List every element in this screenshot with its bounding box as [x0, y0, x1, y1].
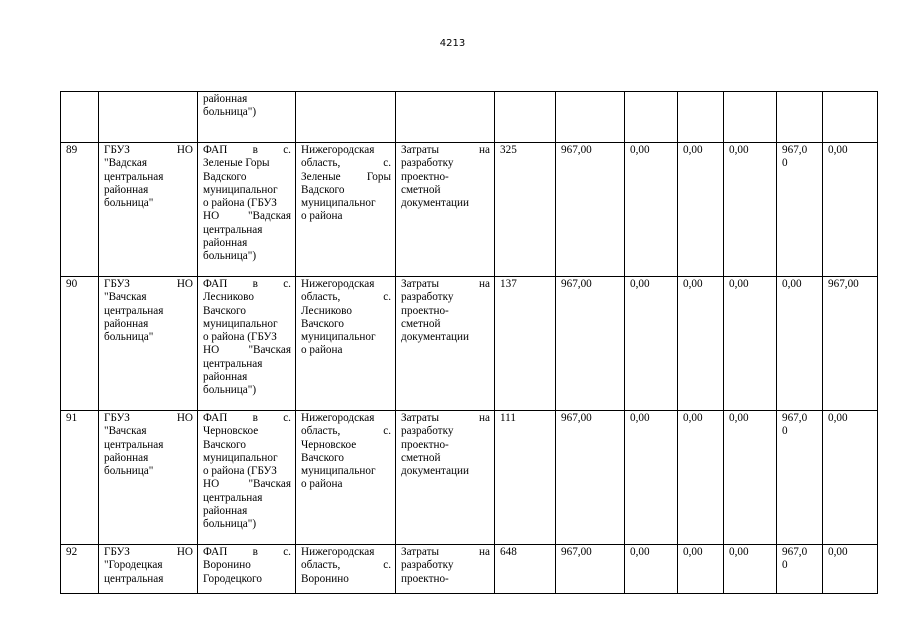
- cell-total: 967,00: [556, 545, 625, 594]
- cell-text: в: [252, 412, 258, 424]
- cell-text: Нижегородская: [301, 412, 375, 424]
- cell-text: область,: [301, 425, 341, 438]
- cell-text: больница"): [203, 518, 257, 531]
- cell-value: 967,00: [823, 277, 878, 411]
- cell-text: Затраты: [401, 278, 439, 290]
- cell-text: 0: [782, 559, 788, 572]
- cell-text: на: [479, 278, 490, 290]
- cell-text: районная: [203, 371, 248, 384]
- cell-text: с.: [383, 559, 391, 572]
- cell-text: Вачского: [301, 317, 344, 330]
- cell-text: сметной: [401, 451, 441, 464]
- cell-code: 137: [495, 277, 556, 411]
- cell-value: 0,00: [625, 411, 678, 545]
- cell-value: 0,00: [625, 545, 678, 594]
- cell-text: "Вадская: [247, 210, 291, 223]
- cell-text: 967,0: [782, 546, 808, 558]
- cell-text: на: [479, 144, 490, 156]
- cell-value: 0,00: [625, 277, 678, 411]
- cell-value: 0,00: [724, 545, 777, 594]
- cell-num: 92: [61, 545, 99, 594]
- cell-facility: [198, 545, 296, 594]
- cell-value: [724, 92, 777, 143]
- cell-text: центральная: [203, 491, 263, 504]
- cell-total: [556, 92, 625, 143]
- cell-text: на: [479, 412, 490, 424]
- cell-facility: [198, 411, 296, 545]
- cell-text: документации: [401, 331, 469, 344]
- table-row: [61, 411, 878, 545]
- cell-org: [99, 277, 198, 411]
- cell-text: районная: [203, 93, 248, 105]
- cell-value: [625, 92, 678, 143]
- cell-code: 648: [495, 545, 556, 594]
- cell-total: 967,00: [556, 411, 625, 545]
- cell-purpose: [396, 92, 495, 143]
- cell-text: центральная: [104, 572, 164, 585]
- cell-text: центральная: [104, 304, 164, 317]
- cell-value: 0,00: [823, 411, 878, 545]
- cell-text: "Вачская: [104, 291, 147, 304]
- cell-text: разработку: [401, 157, 454, 170]
- cell-text: больница": [104, 197, 154, 210]
- cell-text: Горы: [366, 170, 391, 183]
- cell-text: о района: [301, 210, 343, 223]
- cell-text: Вадского: [203, 170, 247, 183]
- cell-text: Черновское: [301, 438, 357, 451]
- cell-text: проектно-: [401, 304, 449, 317]
- cell-text: 0,00: [782, 278, 802, 290]
- cell-value: 0,00: [823, 143, 878, 277]
- cell-text: документации: [401, 197, 469, 210]
- cell-text: с.: [283, 144, 291, 156]
- cell-text: на: [479, 546, 490, 558]
- cell-text: в: [252, 546, 258, 558]
- cell-facility: [198, 277, 296, 411]
- cell-text: районная: [104, 317, 149, 330]
- cell-text: муниципальног: [203, 183, 278, 196]
- cell-text: центральная: [203, 357, 263, 370]
- cell-text: Вачского: [203, 438, 246, 451]
- cell-value: [777, 545, 823, 594]
- cell-num: [61, 92, 99, 143]
- cell-value: 0,00: [724, 411, 777, 545]
- cell-org: [99, 545, 198, 594]
- cell-text: НО: [203, 210, 220, 223]
- cell-text: районная: [104, 183, 149, 196]
- cell-text: ФАП: [203, 412, 228, 424]
- cell-value: 0,00: [724, 143, 777, 277]
- cell-text: 967,0: [782, 412, 808, 424]
- cell-text: Вадского: [301, 183, 345, 196]
- cell-text: проектно-: [401, 438, 449, 451]
- cell-text: Вачского: [203, 304, 246, 317]
- cell-text: в: [252, 278, 258, 290]
- cell-text: больница": [104, 465, 154, 478]
- page-number: 4213: [439, 38, 466, 49]
- cell-num: 89: [61, 143, 99, 277]
- cell-text: Нижегородская: [301, 144, 375, 156]
- cell-text: о района (ГБУЗ: [203, 197, 277, 210]
- cell-text: "Вачская: [104, 425, 147, 438]
- cell-text: муниципальног: [301, 197, 376, 210]
- cell-text: ФАП: [203, 144, 228, 156]
- cell-text: центральная: [203, 223, 263, 236]
- cell-value: [777, 411, 823, 545]
- cell-value: 0,00: [678, 143, 724, 277]
- cell-text: с.: [383, 291, 391, 304]
- data-table: [60, 91, 878, 594]
- cell-value: [777, 277, 823, 411]
- cell-text: Лесниково: [203, 291, 254, 304]
- cell-text: районная: [104, 451, 149, 464]
- cell-value: 0,00: [625, 143, 678, 277]
- cell-text: Нижегородская: [301, 278, 375, 290]
- cell-text: сметной: [401, 317, 441, 330]
- cell-purpose: [396, 277, 495, 411]
- cell-text: "Вадская: [104, 157, 148, 170]
- cell-facility: [198, 143, 296, 277]
- cell-purpose: [396, 411, 495, 545]
- cell-value: 0,00: [678, 545, 724, 594]
- cell-code: 325: [495, 143, 556, 277]
- cell-location: [296, 143, 396, 277]
- cell-text: НО: [176, 412, 193, 424]
- cell-org: [99, 411, 198, 545]
- cell-text: больница"): [203, 384, 257, 397]
- cell-text: муниципальног: [301, 465, 376, 478]
- cell-value: 0,00: [678, 277, 724, 411]
- cell-text: центральная: [104, 170, 164, 183]
- cell-code: 111: [495, 411, 556, 545]
- cell-text: область,: [301, 291, 341, 304]
- cell-text: Воронино: [203, 559, 251, 572]
- cell-text: НО: [176, 546, 193, 558]
- table-row-continuation: [61, 92, 878, 143]
- table-row: [61, 545, 878, 594]
- cell-text: Затраты: [401, 546, 439, 558]
- table-row: [61, 277, 878, 411]
- cell-text: сметной: [401, 183, 441, 196]
- cell-location: [296, 92, 396, 143]
- cell-text: Затраты: [401, 144, 439, 156]
- cell-text: Лесниково: [301, 304, 352, 317]
- cell-value: 0,00: [678, 411, 724, 545]
- cell-location: [296, 411, 396, 545]
- cell-text: Затраты: [401, 412, 439, 424]
- cell-text: с.: [383, 157, 391, 170]
- cell-text: Нижегородская: [301, 546, 375, 558]
- cell-text: больница"): [203, 250, 257, 263]
- cell-text: ФАП: [203, 278, 228, 290]
- cell-location: [296, 277, 396, 411]
- cell-org: [99, 92, 198, 143]
- cell-text: область,: [301, 559, 341, 572]
- cell-num: 91: [61, 411, 99, 545]
- cell-text: ГБУЗ: [104, 144, 130, 156]
- cell-text: Зеленые: [301, 170, 341, 183]
- cell-text: "Городецкая: [104, 559, 163, 572]
- cell-text: "Вачская: [248, 478, 291, 491]
- cell-num: 90: [61, 277, 99, 411]
- cell-text: разработку: [401, 291, 454, 304]
- table-row: [61, 143, 878, 277]
- cell-text: Городецкого: [203, 572, 262, 585]
- cell-text: о района: [301, 344, 343, 357]
- cell-text: о района: [301, 478, 343, 491]
- cell-text: 0: [782, 157, 788, 170]
- cell-location: [296, 545, 396, 594]
- cell-value: 0,00: [823, 545, 878, 594]
- cell-text: ГБУЗ: [104, 546, 130, 558]
- cell-purpose: [396, 143, 495, 277]
- cell-text: НО: [176, 144, 193, 156]
- cell-code: [495, 92, 556, 143]
- cell-text: разработку: [401, 425, 454, 438]
- cell-text: Вачского: [301, 451, 344, 464]
- cell-value: [777, 143, 823, 277]
- cell-text: о района (ГБУЗ: [203, 465, 277, 478]
- cell-purpose: [396, 545, 495, 594]
- cell-value: [777, 92, 823, 143]
- cell-text: ФАП: [203, 546, 228, 558]
- cell-text: муниципальног: [203, 317, 278, 330]
- cell-text: 0: [782, 425, 788, 438]
- cell-text: разработку: [401, 559, 454, 572]
- cell-text: проектно-: [401, 170, 449, 183]
- cell-text: ГБУЗ: [104, 412, 130, 424]
- cell-text: больница": [104, 331, 154, 344]
- cell-org: [99, 143, 198, 277]
- cell-facility: [198, 92, 296, 143]
- cell-text: районная: [203, 237, 248, 250]
- cell-text: 967,0: [782, 144, 808, 156]
- cell-text: с.: [283, 412, 291, 424]
- cell-text: НО: [203, 344, 220, 357]
- cell-text: о района (ГБУЗ: [203, 331, 277, 344]
- cell-value: 0,00: [724, 277, 777, 411]
- cell-text: районная: [203, 505, 248, 518]
- cell-text: документации: [401, 465, 469, 478]
- cell-text: муниципальног: [301, 331, 376, 344]
- cell-text: Воронино: [301, 572, 349, 585]
- cell-text: в: [252, 144, 258, 156]
- cell-total: 967,00: [556, 277, 625, 411]
- cell-text: Черновское: [203, 425, 259, 438]
- cell-value: [678, 92, 724, 143]
- cell-total: 967,00: [556, 143, 625, 277]
- cell-text: с.: [383, 425, 391, 438]
- cell-text: центральная: [104, 438, 164, 451]
- cell-text: Зеленые Горы: [203, 157, 270, 170]
- cell-text: с.: [283, 278, 291, 290]
- cell-text: проектно-: [401, 572, 449, 585]
- cell-text: с.: [283, 546, 291, 558]
- cell-text: область,: [301, 157, 341, 170]
- cell-text: НО: [203, 478, 220, 491]
- cell-text: "Вачская: [248, 344, 291, 357]
- cell-value: [823, 92, 878, 143]
- cell-text: НО: [176, 278, 193, 290]
- cell-text: ГБУЗ: [104, 278, 130, 290]
- cell-text: больница"): [203, 106, 257, 119]
- cell-text: муниципальног: [203, 451, 278, 464]
